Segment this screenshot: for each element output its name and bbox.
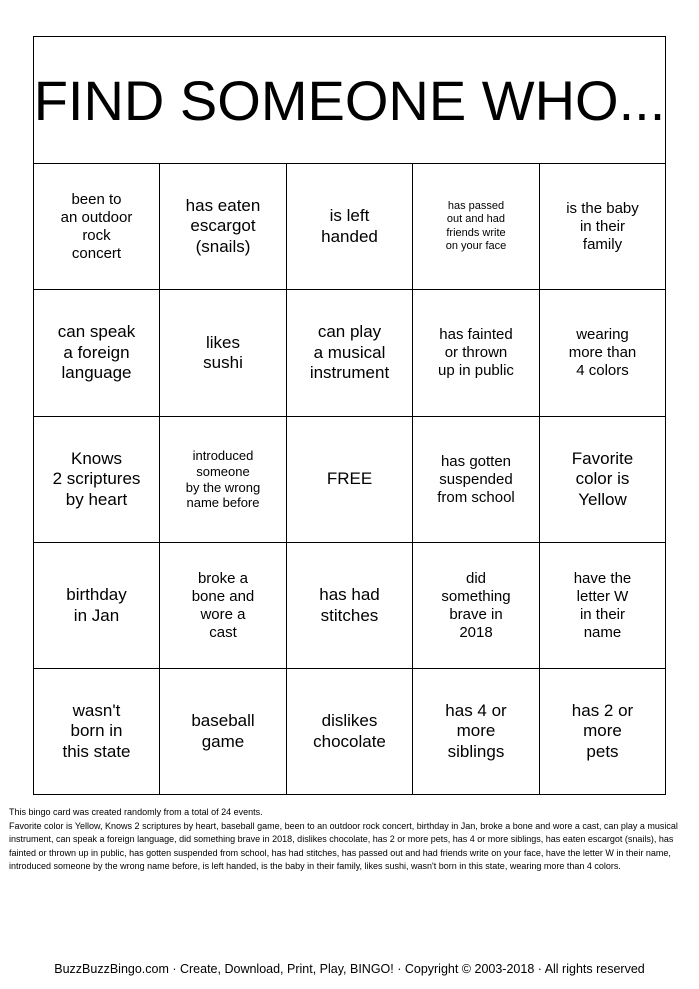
bingo-cell: has fainted or thrown up in public — [413, 290, 540, 417]
bingo-cell: introduced someone by the wrong name before — [160, 417, 287, 543]
free-space-cell: FREE — [287, 417, 413, 543]
notes-event-list: Favorite color is Yellow, Knows 2 scriptures by heart, baseball game, been to an outdoor rock concert, birthday in Jan, broke a bone and wore a cast, can play a musical instrument, can speak a foreign language, did something brave in 2018, dislikes chocolate, has 2 or more pets, has 4 or more siblings, has eaten escargot (snails), has fainted or thrown up in public, has gotten suspended from school, has had stitches, has passed out and had friends write on your face, have the letter W in their name, introduced someone by the wrong name before, is left handed, is the baby in their family, likes sushi, wasn't born in this state, wearing more than 4 colors. — [9, 820, 678, 871]
footer-text: BuzzBuzzBingo.com · Create, Download, Print, Play, BINGO! · Copyright © 2003-2018 · All rights reserved — [54, 962, 645, 976]
bingo-cell: has gotten suspended from school — [413, 417, 540, 543]
bingo-cell: can play a musical instrument — [287, 290, 413, 417]
title-row — [34, 37, 665, 164]
bingo-cell: has eaten escargot (snails) — [160, 164, 287, 290]
bingo-cell: has 2 or more pets — [571, 700, 634, 761]
bingo-cell: has 4 or more siblings — [413, 669, 540, 794]
bingo-cell: has had stitches — [287, 543, 413, 669]
bingo-cell: is left handed — [287, 164, 413, 290]
bingo-cell: did something brave in 2018 — [413, 543, 540, 669]
bingo-cell: baseball game — [160, 669, 287, 794]
bingo-cell: birthday in Jan — [34, 543, 160, 669]
bingo-cell: Knows 2 scriptures by heart — [34, 417, 160, 543]
bingo-cell: has passed out and had friends write on your face — [413, 164, 540, 290]
bingo-cell: can speak a foreign language — [34, 290, 160, 417]
bingo-cell: wasn't born in this state — [34, 669, 160, 794]
bingo-grid — [34, 164, 665, 794]
bingo-cell: is the baby in their family — [540, 164, 665, 290]
bingo-card — [33, 36, 666, 795]
bingo-cell: likes sushi — [160, 290, 287, 417]
card-notes — [9, 806, 691, 874]
bingo-cell: Favorite color is Yellow — [540, 417, 665, 543]
bingo-cell: broke a bone and wore a cast — [160, 543, 287, 669]
bingo-cell: been to an outdoor rock concert — [34, 164, 160, 290]
bingo-cell: wearing more than 4 colors — [540, 290, 665, 417]
bingo-cell: have the letter W in their name — [540, 543, 665, 669]
card-title: FIND SOMEONE WHO... — [33, 68, 666, 132]
bingo-cell: dislikes chocolate — [287, 669, 413, 794]
notes-summary: This bingo card was created randomly from a total of 24 events. — [9, 807, 263, 817]
